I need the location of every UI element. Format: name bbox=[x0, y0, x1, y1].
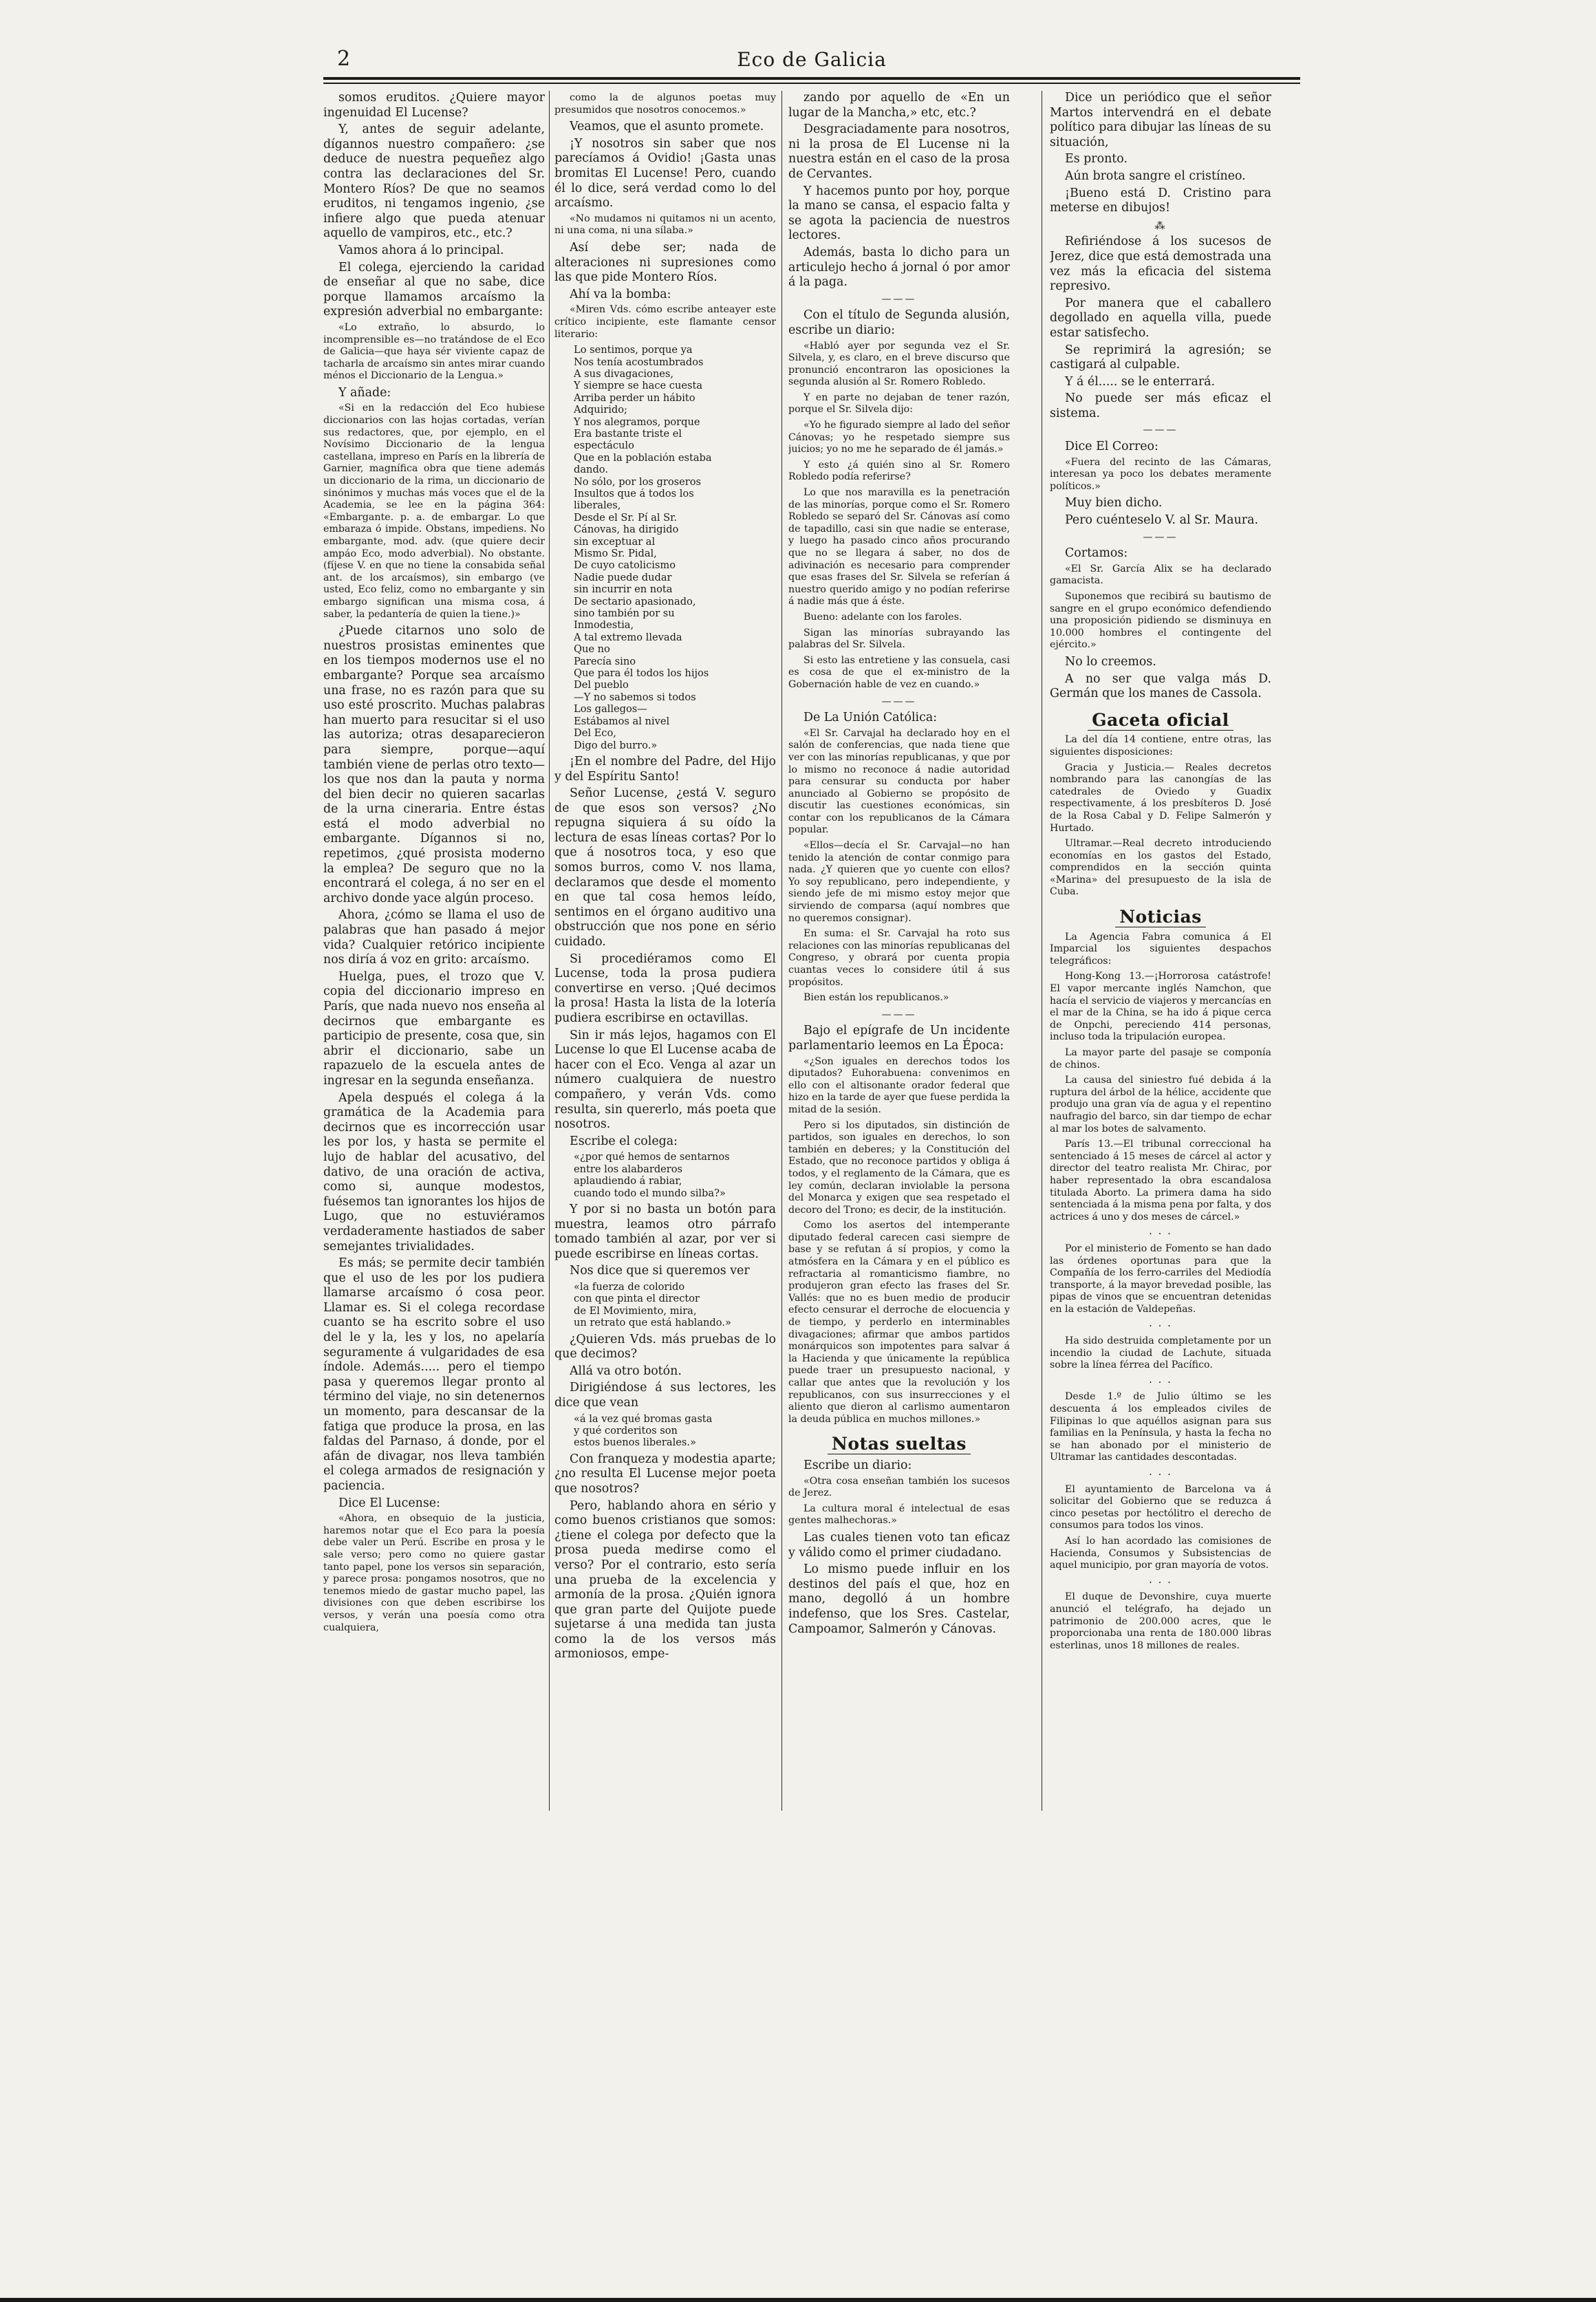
quoted-text: «El Sr. Carvajal ha declarado hoy en el salón de conferencias, que nada tiene que ver con las minorías republicanas, y que por lo mismo no reconoce á nadie autoridad para censurar su conducta por haber anunciado al Gobierno se propósito de discutir las cuestiones económicas, sin contar con los republicanos de la Cámara popular. bbox=[788, 727, 1010, 836]
paragraph: No lo creemos. bbox=[1065, 654, 1156, 669]
paragraph: Con el título de Segunda alusión, escribe un diario: bbox=[788, 308, 1010, 337]
quoted-text: «Habló ayer por segunda vez el Sr. Silvela, y, es claro, en el breve discurso que pronunció encontraron las oposiciones la segunda alusión al Sr. Romero Robledo. bbox=[788, 340, 1010, 388]
paragraph: No puede ser más eficaz el sistema. bbox=[1050, 391, 1271, 420]
quoted-text: Como los asertos del intemperante diputado federal carecen casi siempre de base y se refutan á sí propios, y como la atmósfera en la Cámara y en el público es refractaria al romanticismo fiambre, no produjeron gran efecto las frases del Sr. Vallés: que no es buen medio de producir efecto censurar el derroche de elocuencia y de tiempo, y perderlo en interminables divagaciones; afirmar que ambos partidos monárquicos son impotentes para salvar á la Hacienda y que únicamente la república puede traer un presupuesto nacional, y callar que antes que la revolución y los republicanos, con sus insurrecciones y el aliento que dieron al carlismo aumentaron la deuda pública en muchos millones.» bbox=[788, 1220, 1010, 1425]
paragraph: ¡Bueno está D. Cristino para meterse en dibujos! bbox=[1050, 186, 1271, 215]
quoted-text: «Yo he figurado siempre al lado del señor Cánovas; yo he respetado siempre sus juicios; yo no me he separado de él jamás.» bbox=[788, 420, 1010, 455]
paragraph: De La Unión Católica: bbox=[804, 711, 938, 725]
header-rule-thick bbox=[323, 77, 1300, 80]
verse-block: Lo sentimos, porque ya Nos tenía acostumbrados A sus divagaciones, Y siempre se hace cuesta Arriba perder un hábito Adquirido; Y nos alegramos, porque Era bastante triste el espectáculo Que en la población estaba dando. No sólo, por los groseros Insultos que á todos los liberales, Desde el Sr. Pí al Sr. Cánovas, ha dirigido sin exceptuar al Mismo Sr. Pidal, De cuyo catolicismo Nadie puede dudar sin incurrir en nota De sectario apasionado, sino también por su Inmodestia, A tal extremo llevada Que no Parecía sino Que para él todos los hijos Del pueblo —Y no sabemos si todos Los gallegos— Estábamos al nivel Del Eco, Digo del burro.» bbox=[574, 344, 712, 751]
quoted-text: Sigan las minorías subrayando las palabras del Sr. Silvela. bbox=[788, 627, 1010, 651]
paragraph: Vamos ahora á lo principal. bbox=[338, 243, 504, 257]
quoted-text: Si esto las entretiene y las consuela, casi es cosa de que el ex-ministro de la Gobernación hable de vez en cuando.» bbox=[788, 654, 1010, 690]
quoted-text: La mayor parte del pasaje se componía de chinos. bbox=[1050, 1047, 1271, 1071]
quoted-text: En suma: el Sr. Carvajal ha roto sus relaciones con las minorías republicanas del Congreso, y obrará por cuenta propia cuantas veces lo considere útil á sus propósitos. bbox=[788, 928, 1010, 988]
quoted-text: «Fuera del recinto de las Cámaras, interesan ya poco los debates meramente políticos.» bbox=[1050, 456, 1271, 492]
separator-ornament: · · · bbox=[1149, 1575, 1172, 1589]
paragraph: ¡En el nombre del Padre, del Hijo y del Espíritu Santo! bbox=[554, 754, 776, 784]
paragraph: ¡Y nosotros sin saber que nos parecíamos á Ovidio! ¡Gasta unas bromitas El Lucense! Pero, cuando él lo dice, será verdad como lo del arcaísmo. bbox=[554, 136, 776, 211]
quoted-text: «Si en la redacción del Eco hubiese diccionarios con las hojas cortadas, verían sus redactores, que, por ejemplo, en el Novísimo Diccionario de la lengua castellana, impreso en París en la librería de Garnier, magnífica obra que tiene además un diccionario de la rima, un diccionario de sinónimos y muchas más voces que el de la Academia, se lee en la página 364: «Embargante. p. a. de embargar. Lo que embaraza ó impide. Obstans, impediens. No embargante, mod. adv. (que quiere decir ampáo Eco, modo adverbial). No obstante. (fíjese V. en que no tiene la consabida señal ant. de los arcaísmos), sin embargo (ve usted, Eco feliz, como no embargante y sin embargo significan una misma cosa, á saber, la pedantería de quien la tiene.)» bbox=[323, 402, 545, 620]
verse-block: «la fuerza de colorido con que pinta el director de El Movimiento, mira, un retrato que está hablando.» bbox=[574, 1280, 731, 1329]
paragraph: Veamos, que el asunto promete. bbox=[570, 120, 764, 134]
paragraph: Dice El Correo: bbox=[1065, 440, 1158, 454]
paragraph: Huelga, pues, el trozo que V. copia del diccionario impreso en París, que nada nuevo nos enseña al decirnos que embargante es participio de presente, cosa que, sin abrir el diccionario, sabe un rapazuelo de la escuela antes de ingresar en la segunda enseñanza. bbox=[323, 969, 545, 1088]
quoted-text: Bueno: adelante con los faroles. bbox=[804, 611, 962, 623]
column-1 bbox=[323, 91, 545, 1818]
quoted-text: Bien están los republicanos.» bbox=[804, 992, 949, 1004]
paragraph: Apela después el colega á la gramática de la Academia para decirnos que es incorrección usar les por los, y hasta se permite el lujo de hablar del acusativo, del dativo, de una oración de activa, como si, aunque modestos, fuésemos tan ignorantes los hijos de Lugo, que no estuviéramos verdaderamente hastiados de saber semejantes trivialidades. bbox=[323, 1090, 545, 1254]
column-3 bbox=[788, 91, 1010, 1818]
paragraph: Se reprimirá la agresión; se castigará al culpable. bbox=[1050, 343, 1271, 372]
paragraph: Con franqueza y modestia aparte; ¿no resulta El Lucense mejor poeta que nosotros? bbox=[554, 1452, 776, 1496]
quoted-text: «Ahora, en obsequio de la justicia, haremos notar que el Eco para la poesía debe valer un Perú. Escribe en prosa y le sale verso; pero como no quiere gastar tanto papel, pone los versos sin separación, y parece prosa: pongamos nosotros, que no tenemos miedo de gastar mucho papel, las divisiones con que deben escribirse los versos, y verán una poesía como otra cualquiera, bbox=[323, 1513, 545, 1633]
paragraph: Pero, hablando ahora en sério y como buenos cristianos que somos: ¿tiene el colega por defecto que la prosa pueda medirse como el verso? Por el contrario, esto sería una prueba de la excelencia y armonía de la prosa. ¿Quién ignora que gran parte del Quijote puede sujetarse á una medida tan justa como la de los versos más armoniosos, empe- bbox=[554, 1498, 776, 1661]
paragraph: Y á él..... se le enterrará. bbox=[1065, 374, 1216, 389]
quoted-text: La Agencia Fabra comunica á El Imparcial los siguientes despachos telegráficos: bbox=[1050, 931, 1271, 967]
paragraph: Es más; se permite decir también que el uso de les por los pudiera llamarse arcaísmo ó cosa peor. Llamar es. Si el colega recordase cuanto se ha escrito sobre el uso del le y la, les y los, no apelaría seguramente á vulgaridades de esa índole. Además..... pero el tiempo pasa y queremos llegar pronto al término del viaje, no sin detenernos un momento, para descansar de la fatiga que produce la prosa, en las faldas del Parnaso, á donde, por el afán de divagar, nos lleva también el colega armados de resignación y paciencia. bbox=[323, 1256, 545, 1493]
verse-block: «¿por qué hemos de sentarnos entre los alabarderos aplaudiendo á rabiar, cuando todo el mundo silba?» bbox=[574, 1151, 730, 1199]
quoted-text: como la de algunos poetas muy presumidos que nosotros conocemos.» bbox=[554, 92, 776, 116]
paragraph: Allá va otro botón. bbox=[570, 1364, 682, 1378]
quoted-text: Suponemos que recibirá su bautismo de sangre en el grupo económico defendiendo una proposición pidiendo se disminuya en 10.000 hombres el contingente del ejército.» bbox=[1050, 591, 1271, 651]
section-heading-text: Gaceta oficial bbox=[1088, 710, 1233, 731]
section-heading-text: Noticias bbox=[1115, 907, 1206, 927]
verse-block: «á la vez qué bromas gasta y qué corderitos son estos buenos liberales.» bbox=[574, 1412, 713, 1449]
quoted-text: «¿Son iguales en derechos todos los diputados? Euhorabuena: convenimos en ello con el altisonante orador federal que hizo en la tarde de ayer que fuese perdida la mitad de la sesión. bbox=[788, 1055, 1010, 1115]
quoted-text: «Ellos—decía el Sr. Carvajal—no han tenido la atención de contar conmigo para nada. ¿Y quieren que yo cuente con ellos? Yo soy republicano, pero independiente, y siendo jefe de mi mismo estoy mejor que sirviendo de comparsa (aquí nombres que no queremos consignar). bbox=[788, 840, 1010, 924]
paragraph: Si procediéramos como El Lucense, toda la prosa pudiera convertirse en verso. ¡Qué decimos la prosa! Hasta la lista de la lotería pudiera escribirse en octavillas. bbox=[554, 951, 776, 1025]
paragraph: Ahora, ¿cómo se llama el uso de palabras que han pasado á mejor vida? Cualquier retórico incipiente nos diría á voz en grito: arcaísmo. bbox=[323, 908, 545, 967]
paragraph: Dirigiéndose á sus lectores, les dice que vean bbox=[554, 1381, 776, 1410]
quoted-text: El duque de Devonshire, cuya muerte anunció el telégrafo, ha dejado un patrimonio de 200.000 acres, que le proporcionaba una renta de 180.000 libras esterlinas, unos 18 millones de reales. bbox=[1050, 1591, 1271, 1651]
paragraph: Lo mismo puede influir en los destinos del país el que, hoz en mano, degolló á un hombre indefenso, que los Sres. Castelar, Campoamor, Salmerón y Cánovas. bbox=[788, 1562, 1010, 1636]
header-rule-thin bbox=[323, 83, 1300, 84]
column-2 bbox=[554, 91, 776, 1818]
quoted-text: Gracia y Justicia.— Reales decretos nombrando para las canongías de las catedrales de Oviedo y Guadix respectivamente, á los presbíteros D. José de la Rosa Cabal y D. Felipe Salmerón y Hurtado. bbox=[1050, 762, 1271, 834]
quoted-text: «No mudamos ni quitamos ni un acento, ni una coma, ni una sílaba.» bbox=[554, 213, 776, 237]
paragraph: Muy bien dicho. bbox=[1065, 496, 1163, 510]
separator-ornament: · · · bbox=[1149, 1227, 1172, 1240]
separator-ornament: ——— bbox=[1143, 424, 1178, 436]
paragraph: A no ser que valga más D. Germán que los manes de Cassola. bbox=[1050, 671, 1271, 701]
paragraph: Las cuales tienen voto tan eficaz y válido como el primer ciudadano. bbox=[788, 1530, 1010, 1560]
quoted-text: Ha sido destruida completamente por un incendio la ciudad de Lachute, situada sobre la línea férrea del Pacífico. bbox=[1050, 1335, 1271, 1371]
quoted-text: Ultramar.—Real decreto introduciendo economías en los gastos del Estado, comprendidos en la sección quinta «Marina» del presupuesto de la isla de Cuba. bbox=[1050, 838, 1271, 898]
quoted-text: Desde 1.º de Julio último se les descuenta á los empleados civiles de Filipinas lo que aquéllos asignan para sus familias en la Península, y hasta la fecha no se han abonado por el ministerio de Ultramar las cantidades descontadas. bbox=[1050, 1391, 1271, 1463]
paragraph: Además, basta lo dicho para un articulejo hecho á jornal ó por amor á la paga. bbox=[788, 245, 1010, 290]
quoted-text: «Otra cosa enseñan también los sucesos de Jerez. bbox=[788, 1475, 1010, 1499]
separator-ornament: · · · bbox=[1149, 1468, 1172, 1481]
page-number: 2 bbox=[337, 47, 351, 71]
quoted-text: La cultura moral é intelectual de esas gentes malhechoras.» bbox=[788, 1503, 1010, 1527]
paragraph: Así debe ser; nada de alteraciones ni supresiones como las que pide Montero Ríos. bbox=[554, 240, 776, 285]
paragraph: Señor Lucense, ¿está V. seguro de que esos son versos? ¿No repugna siquiera á su oído la lectura de esas líneas cortas? Por lo que á nosotros toca, y eso que somos burros, como V. nos llama, declaramos que desde el momento en que tal cosa hemos leído, sentimos en el órgano auditivo una obstrucción que nos pone en sério cuidado. bbox=[554, 786, 776, 949]
paragraph: Y, antes de seguir adelante, dígannos nuestro compañero: ¿se deduce de nuestra pequeñez algo contra las declaraciones del Sr. Montero Ríos? De que no seamos eruditos, ni tengamos ingenio, ¿se infiere algo que pueda atenuar aquello de vampiros, etc., etc.? bbox=[323, 122, 545, 241]
separator-ornament: · · · bbox=[1149, 1320, 1172, 1333]
separator-ornament: ⁂ bbox=[1154, 219, 1167, 232]
paragraph: Escribe el colega: bbox=[570, 1134, 678, 1148]
paragraph: Ahí va la bomba: bbox=[570, 287, 671, 301]
quoted-text: La del día 14 contiene, entre otras, las siguientes disposiciones: bbox=[1050, 734, 1271, 757]
separator-ornament: ——— bbox=[1143, 531, 1178, 543]
quoted-text: Y esto ¿á quién sino al Sr. Romero Robledo podía referirse? bbox=[788, 459, 1010, 483]
quoted-text: Por el ministerio de Fomento se han dado las órdenes oportunas para que la Compañía de los ferro-carriles del Mediodía transporte, á la mayor brevedad posible, las pipas de vinos que se encuentran detenidas en la estación de Valdepeñas. bbox=[1050, 1243, 1271, 1315]
paragraph: Refiriéndose á los sucesos de Jerez, dice que está demostrada una vez más la eficacia del sistema represivo. bbox=[1050, 235, 1271, 294]
paragraph: Nos dice que si queremos ver bbox=[570, 1264, 750, 1278]
separator-ornament: ——— bbox=[881, 293, 917, 305]
paragraph: Aún brota sangre el cristíneo. bbox=[1065, 169, 1246, 183]
bottom-edge bbox=[0, 2298, 1596, 2302]
quoted-text: «Lo extraño, lo absurdo, lo incomprensible es—no tratándose de el Eco de Galicia—que haya sér viviente capaz de tacharla de arcaísmo sin antes mirar cuando ménos el Diccionario de la Lengua.» bbox=[323, 321, 545, 382]
paragraph: Dice un periódico que el señor Martos intervendrá en el debate político para dibujar las líneas de su situación, bbox=[1050, 91, 1271, 149]
separator-ornament: ——— bbox=[881, 696, 917, 707]
paragraph: Por manera que el caballero degollado en aquella villa, puede estar satisfecho. bbox=[1050, 296, 1271, 340]
quoted-text: Hong-Kong 13.—¡Horrorosa catástrofe! El vapor mercante inglés Namchon, que hacía el servicio de viajeros y mercancías en el mar de la China, se ha ido á pique cerca de Onpchi, pereciendo 414 personas, incluso toda la tripulación europea. bbox=[1050, 971, 1271, 1043]
section-heading bbox=[1050, 709, 1271, 730]
paragraph: Y hacemos punto por hoy, porque la mano se cansa, el espacio falta y se agota la paciencia de nuestros lectores. bbox=[788, 184, 1010, 243]
paragraph: ¿Puede citarnos uno solo de nuestros prosistas eminentes que en los tiempos modernos use el no embargante? Porque sea arcaísmo una frase, no es razón para que su uso esté proscrito. Muchas palabras han muerto para resucitar si el uso las autoriza; otras desaparecieron para siempre, porque—aquí también viene de perlas otro texto—los que nos dan la pauta y norma del bien decir no quieren sacarlas de la urna cineraria. Entre éstas está el modo adverbial no embargante. Dígannos si no, repetimos, ¿qué prosista moderno la emplea? De seguro que no la encontrará el colega, á no ser en el archivo donde yace algún proceso. bbox=[323, 624, 545, 905]
quoted-text: La causa del siniestro fué debida á la ruptura del árbol de la hélice, accidente que produjo una gran vía de agua y el repentino naufragio del barco, sin dar tiempo de echar al mar los botes de salvamento. bbox=[1050, 1075, 1271, 1134]
quoted-text: «El Sr. García Alix se ha declarado gamacista. bbox=[1050, 563, 1271, 587]
paragraph: zando por aquello de «En un lugar de la Mancha,» etc, etc.? bbox=[788, 91, 1010, 120]
paragraph: Escribe un diario: bbox=[804, 1458, 912, 1472]
masthead: Eco de Galicia bbox=[737, 48, 887, 71]
section-heading bbox=[1050, 907, 1271, 927]
paragraph: Bajo el epígrafe de Un incidente parlamentario leemos en La Época: bbox=[788, 1024, 1010, 1053]
paragraph: ¿Quieren Vds. más pruebas de lo que decimos? bbox=[554, 1332, 776, 1362]
quoted-text: Pero si los diputados, sin distinción de partidos, son iguales en derechos, lo son también en deberes; y la Constitución del Estado, que no reconoce partidos y obliga á todos, y el reglamento de la Cámara, que es ley común, declaran inviolable la persona del Monarca y exigen que sea respetado el decoro del Trono; es decir, de la institución. bbox=[788, 1119, 1010, 1216]
quoted-text: Lo que nos maravilla es la penetración de las minorías, porque como el Sr. Romero Robledo se separó del Sr. Cánovas así como de tapadillo, casi sin que nadie se enterase, y luego ha pasado cinco años procurando que no se llegara á saber, no dos de adivinación es necesario para comprender que esas frases del Sr. Silvela se referían á nuestro querido amigo y no podían referirse á nadie más que á éste. bbox=[788, 487, 1010, 607]
paragraph: Y añade: bbox=[338, 385, 391, 400]
paragraph: Es pronto. bbox=[1065, 152, 1128, 166]
paragraph: somos eruditos. ¿Quiere mayor ingenuidad El Lucense? bbox=[323, 91, 545, 120]
paragraph: Y por si no basta un botón para muestra, leamos otro párrafo tomado también al azar, por ver si puede escribirse en líneas cortas. bbox=[554, 1202, 776, 1261]
quoted-text: París 13.—El tribunal correccional ha sentenciado á 15 meses de cárcel al actor y director del teatro realista Mr. Chirac, por haber representado la obra escandalosa titulada Aborto. La primera dama ha sido sentenciada á la misma pena por falta, y dos actrices á uno y dos meses de cárcel.» bbox=[1050, 1139, 1271, 1223]
paragraph: Pero cuénteselo V. al Sr. Maura. bbox=[1065, 513, 1258, 528]
separator-ornament: ——— bbox=[881, 1009, 917, 1020]
paragraph: Sin ir más lejos, hagamos con El Lucense lo que El Lucense acaba de hacer con el Eco. Venga al azar un número cualquiera de nuestro compañero, y verán Vds. como resulta, sin quererlo, más poeta que nosotros. bbox=[554, 1028, 776, 1132]
quoted-text: «Miren Vds. cómo escribe anteayer este crítico incipiente, este flamante censor literario: bbox=[554, 304, 776, 340]
paragraph: Dice El Lucense: bbox=[338, 1496, 440, 1510]
quoted-text: El ayuntamiento de Barcelona va á solicitar del Gobierno que se reduzca á cinco pesetas por hectólitro el derecho de consumos para todos los vinos. bbox=[1050, 1483, 1271, 1531]
quoted-text: Y en parte no dejaban de tener razón, porque el Sr. Silvela dijo: bbox=[788, 391, 1010, 416]
paragraph: El colega, ejerciendo la caridad de enseñar al que no sabe, dice porque llamamos arcaísmo la expresión adverbial no embargante: bbox=[323, 260, 545, 319]
column-separator bbox=[781, 91, 782, 1811]
separator-ornament: · · · bbox=[1149, 1375, 1172, 1388]
section-heading bbox=[788, 1434, 1010, 1454]
column-separator bbox=[549, 91, 550, 1811]
paragraph: Desgraciadamente para nosotros, ni la prosa de El Lucense ni la nuestra están en el caso de la prosa de Cervantes. bbox=[788, 122, 1010, 181]
quoted-text: Así lo han acordado las comisiones de Hacienda, Consumos y Subsistencias de aquel municipio, por gran mayoría de votos. bbox=[1050, 1535, 1271, 1571]
section-heading-text: Notas sueltas bbox=[828, 1434, 971, 1454]
page-header bbox=[323, 43, 1300, 76]
column-4 bbox=[1050, 91, 1271, 1818]
paragraph: Cortamos: bbox=[1065, 546, 1128, 561]
